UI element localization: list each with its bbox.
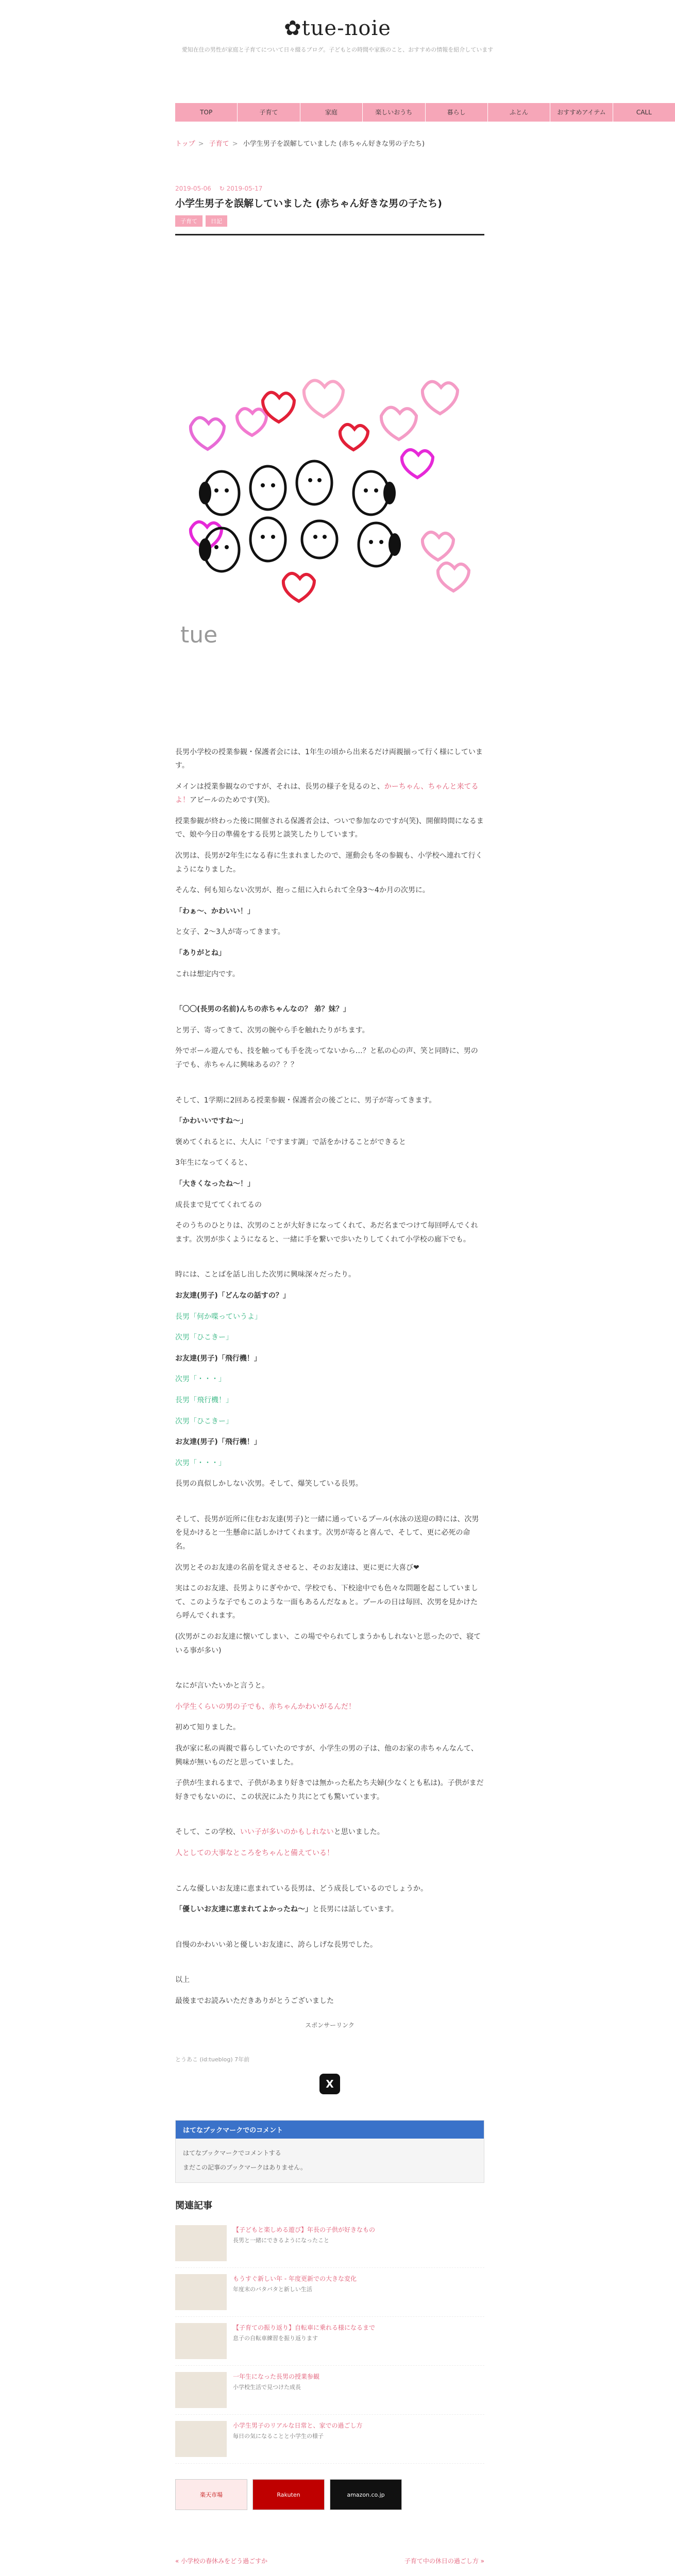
comments-empty: まだこの記事のブックマークはありません。 (183, 2164, 307, 2172)
entry-pager (175, 2556, 484, 2565)
divider (175, 234, 484, 235)
related-summary: 毎日の気になることと小学生の様子 (233, 2433, 324, 2440)
related-title[interactable]: 【子どもと楽しめる遊び】年長の子供が好きなもの (233, 2226, 376, 2234)
paragraph: と男子、寄ってきて、次男の腕やら手を触れたりがちます。 (175, 1026, 369, 1035)
entry-title: 小学生男子を誤解していました (赤ちゃん好きな男の子たち) (175, 198, 442, 209)
paragraph: 次男「ひこきー」 (175, 1333, 233, 1342)
comment-link[interactable]: はてなブックマークでコメントする (183, 2149, 281, 2157)
related-title[interactable]: もうすぐ新しい年 - 年度更新での大きな変化 (233, 2275, 357, 2283)
paragraph: 3年生になってくると、 (175, 1159, 252, 1167)
related-thumbnail (175, 2372, 227, 2408)
related-summary: 小学校生活で見つけた成長 (233, 2384, 301, 2391)
paragraph: そして、1学期に2回ある授業参観・保護者会の後ごとに、男子が寄ってきます。 (175, 1096, 436, 1105)
paragraph: 「わぁ〜、かわいい！」 (175, 907, 255, 916)
share-buttons (175, 2074, 484, 2094)
paragraph: 「かわいいですね〜」 (175, 1117, 247, 1126)
paragraph: そんな、何も知らない次男が、抱っこ紐に入れられて全身3～4か月の次男に。 (175, 886, 430, 895)
paragraph: そして、この学校、いい子が多いのかもしれないと思いました。 (175, 1828, 384, 1837)
paragraph: そして、長男が近所に住むお友達(男子)と一緒に通っているプール(水泳の送迎の時には、次男を見かけると一生懸命に話しかけてくれます。次男が寄ると喜んで、そして、更に必死の命名。 (175, 1515, 479, 1551)
related-summary: 息子の自転車練習を振り返ります (233, 2335, 318, 2342)
related-summary: 年度末のバタバタと新しい生活 (233, 2286, 312, 2293)
entry-categories (175, 215, 484, 227)
nav-item[interactable]: ふとん (488, 103, 550, 122)
breadcrumb-current: 小学生男子を誤解していました (赤ちゃん好きな男の子たち) (243, 140, 425, 148)
paragraph: 「大きくなったね〜！」 (175, 1179, 255, 1188)
related-heading: 関連記事 (175, 2200, 212, 2212)
breadcrumb-category[interactable]: 子育て (209, 140, 229, 148)
related-item[interactable] (175, 2219, 484, 2268)
related-thumbnail (175, 2225, 227, 2261)
comments-heading: はてなブックマークでのコメント (176, 2121, 484, 2139)
paragraph: 以上 (175, 1976, 190, 1985)
paragraph: 小学生くらいの男の子でも、赤ちゃんかわいがるんだ！ (175, 1702, 356, 1711)
related-item[interactable] (175, 2415, 484, 2464)
paragraph: お友達(男子)「どんなの話すの？」 (175, 1291, 290, 1300)
global-nav (175, 103, 675, 122)
site-title[interactable]: ✿tue-noie (284, 16, 391, 40)
paragraph: 「ありがとね」 (175, 949, 226, 958)
related-title[interactable]: 小学生男子のリアルな日常と、家での過ごし方 (233, 2422, 363, 2430)
related-thumbnail (175, 2323, 227, 2359)
main-content (175, 134, 484, 2576)
category-tag[interactable]: 子育て (175, 215, 202, 227)
paragraph: なにが言いたいかと言うと。 (175, 1682, 269, 1690)
paragraph: こんな優しいお友達に恵まれている長男は、どう成長しているのでしょうか。 (175, 1884, 428, 1893)
paragraph: 人としての大事なところをちゃんと備えている！ (175, 1849, 334, 1857)
refresh-icon: ↻ (219, 185, 225, 192)
paragraph: そのうちのひとりは、次男のことが大好きになってくれて、あだ名までつけて毎回呼んでくれます。次男が歩くようになると、一緒に手を繋いで歩いたりしてくれて小学校の廊下でも。 (175, 1222, 478, 1244)
bookmark-comments (175, 2120, 484, 2183)
paragraph: 授業参観が終わった後に開催される保護者会は、ついで参加なのですが(笑)、開催時間になるまで、娘や今日の準備をする長男と談笑したりしています。 (175, 817, 484, 839)
paragraph: 我が家に私の両親で暮らしていたのですが、小学生の男の子は、他のお家の赤ちゃんなんて、興味が無いものだと思っていました。 (175, 1744, 478, 1767)
prev-entry-link[interactable]: « 小学校の春休みをどう過ごすか (175, 2557, 268, 2565)
paragraph: 次男「ひこきー」 (175, 1417, 233, 1426)
breadcrumb: トップ > 子育て > 小学生男子を誤解していました (赤ちゃん好きな男の子たち) (175, 140, 425, 148)
nav-item[interactable]: 楽しいおうち (363, 103, 425, 122)
x-share-button[interactable]: X (319, 2074, 340, 2094)
ad-banner[interactable]: 楽天市場 (175, 2479, 247, 2510)
paragraph: 自慢のかわいい弟と優しいお友達に、誇らしげな長男でした。 (175, 1940, 377, 1949)
paragraph: お友達(男子)「飛行機！」 (175, 1438, 261, 1447)
logo-icon: ✿ (284, 16, 302, 40)
paragraph: 最後までお読みいただきありがとうございました (175, 1996, 334, 2005)
paragraph: と女子、2～3人が寄ってきます。 (175, 928, 285, 937)
nav-item[interactable]: TOP (175, 103, 238, 122)
site-header (0, 0, 675, 54)
ad-banner[interactable]: Rakuten (252, 2479, 325, 2510)
entry-dates (175, 185, 484, 192)
ad-banners (175, 2479, 484, 2510)
paragraph: 時には、ことばを話し出した次男に興味深々だったり。 (175, 1270, 356, 1279)
paragraph: 子供が生まれるまで、子供があまり好きでは無かった私たち夫婦(少なくとも私は)。子供がまだ好きでもないのに、この状況にふたり共にとても驚いています。 (175, 1779, 484, 1801)
published-date: 2019-05-06 (175, 185, 211, 192)
paragraph: 長男「飛行機！」 (175, 1396, 233, 1404)
next-entry-link[interactable]: 子育て中の休日の過ごし方 » (404, 2557, 484, 2565)
paragraph: 褒めてくれるとに、大人に「ですます調」で話をかけることができると (175, 1138, 406, 1146)
paragraph: これは想定内です。 (175, 970, 240, 978)
related-thumbnail (175, 2421, 227, 2457)
nav-item[interactable]: 家庭 (300, 103, 363, 122)
paragraph: メインは授業参観なのですが、それは、長男の様子を見るのと、かーちゃん、ちゃんと来てるよ！アピールのためです(笑)。 (175, 782, 479, 805)
related-summary: 長男と一緒にできるようになったこと (233, 2237, 329, 2244)
sponsor-label: スポンサーリンク (305, 2021, 355, 2029)
paragraph: 長男の真似しかしない次男。そして、爆笑している長男。 (175, 1480, 363, 1488)
related-item[interactable] (175, 2268, 484, 2317)
paragraph: 「〇〇(長男の名前)んちの赤ちゃんなの？ 弟？妹？」 (175, 1005, 350, 1014)
nav-item[interactable]: 子育て (238, 103, 300, 122)
paragraph: (次男がこのお友達に懐いてしまい、この場でやられてしまうかもしれないと思ったので、寝ている事が多い) (175, 1633, 481, 1655)
paragraph: 次男とそのお友達の名前を覚えさせると、そのお友達は、更に更に大喜び❤ (175, 1563, 419, 1572)
eyecatch-watermark: tue (180, 621, 218, 648)
site-description: 愛知在住の男性が家庭と子育てについて日々綴るブログ。子どもとの時間や家族のこと、おすすめの情報を紹介しています (181, 46, 494, 53)
paragraph: 長男「何か喋っていうよ」 (175, 1312, 262, 1321)
nav-item[interactable]: おすすめアイテム (550, 103, 613, 122)
paragraph: 外でボール遊んでも、技を触っても手を洗ってないから…？と私の心の声、笑と同時に、男の子でも、赤ちゃんに興味あるの？？？ (175, 1047, 478, 1069)
paragraph: 成長まで見ててくれてるの (175, 1200, 262, 1209)
paragraph: 初めて知りました。 (175, 1723, 240, 1732)
related-list (175, 2219, 484, 2464)
nav-item[interactable]: CALL (636, 109, 652, 116)
paragraph: 「優しいお友達に恵まれてよかったね〜」と長男には話しています。 (175, 1905, 398, 1914)
paragraph: 次男は、長男が2年生になる春に生まれましたので、運動会も冬の参観も、小学校へ連れて行くようになりました。 (175, 852, 483, 874)
related-title[interactable]: 一年生になった長男の授業参観 (233, 2373, 320, 2381)
related-item[interactable] (175, 2317, 484, 2366)
related-title[interactable]: 【子育ての振り返り】自転車に乗れる様になるまで (233, 2324, 376, 2332)
ad-banner[interactable]: amazon.co.jp (330, 2479, 402, 2510)
entry-body (175, 745, 484, 2008)
breadcrumb-home[interactable]: トップ (175, 140, 195, 148)
paragraph: 次男「・・・」 (175, 1375, 226, 1384)
paragraph: 長男小学校の授業参観・保護者会には、1年生の頃から出来るだけ両親揃って行く様にしています。 (175, 748, 483, 770)
eyecatch-image (175, 261, 484, 725)
nav-item[interactable]: 暮らし (426, 103, 488, 122)
author-line[interactable]: とうあこ (id:tueblog) 7年前 (175, 2056, 250, 2063)
paragraph: 実はこのお友達、長男よりにぎやかで、学校でも、下校途中でも色々な問題を起こしていまして、このような子でもこのような一面もあるんだなぁと。プールの日は毎回、次男を見かけたら呼んでくれます。 (175, 1584, 478, 1620)
paragraph: お友達(男子)「飛行機！」 (175, 1354, 261, 1363)
paragraph: 次男「・・・」 (175, 1459, 226, 1467)
updated-date: ↻ 2019-05-17 (219, 185, 263, 192)
category-tag[interactable]: 日記 (206, 215, 227, 227)
related-thumbnail (175, 2274, 227, 2310)
related-item[interactable] (175, 2366, 484, 2415)
